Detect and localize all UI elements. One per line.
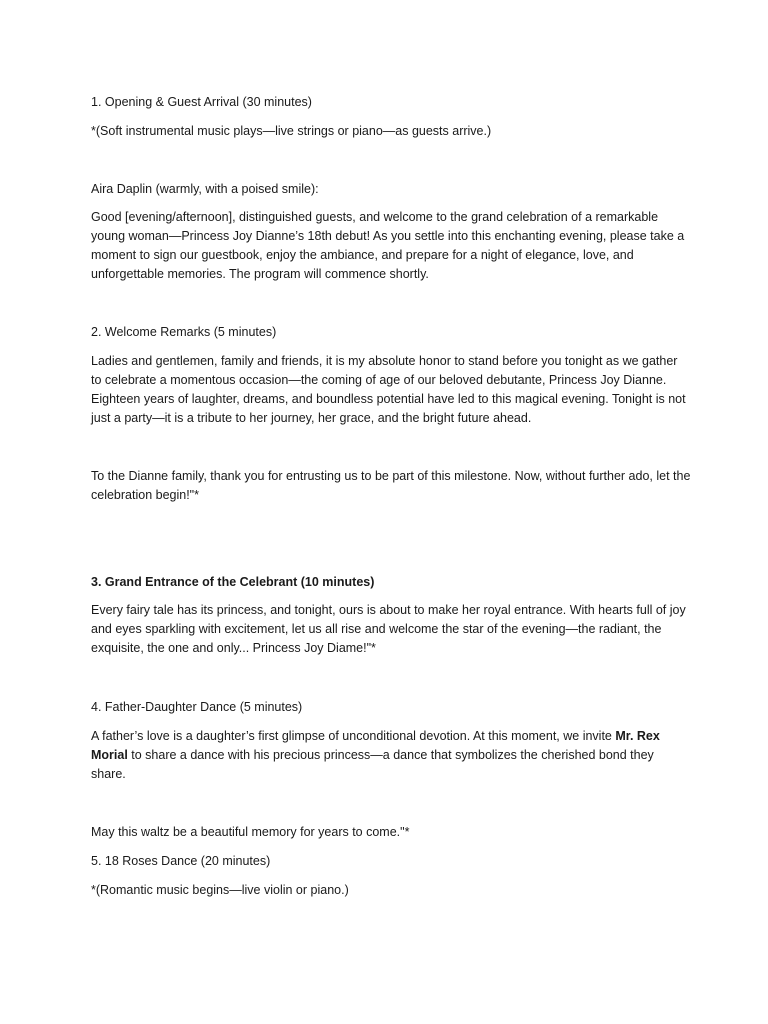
section-5-music-note: *(Romantic music begins—live violin or piano.) (91, 883, 349, 897)
section-3-heading (91, 573, 691, 592)
section-1-music-note: *(Soft instrumental music plays—live strings or piano—as guests arrive.) (91, 124, 492, 138)
section-1-speech: Good [evening/afternoon], distinguished guests, and welcome to the grand celebration of a remarkable young woman—Princess Joy Dianne’s 18th debut! As you settle into this enchanting evening, please take a moment to sign our guestbook, enjoy the ambiance, and prepare for a night of elegance, love, and unforgettable memories. The program will commence shortly. (91, 210, 685, 281)
father-name: Mr. Rex Morial (91, 729, 660, 762)
section-1-speaker: Aira Daplin (warmly, with a poised smile): (91, 182, 319, 196)
section-5-heading: 5. 18 Roses Dance (20 minutes) (91, 854, 271, 868)
section-4-speech-part-a: A father’s love is a daughter’s first glimpse of unconditional devotion. At this moment, we invite (91, 729, 616, 743)
section-4-speech-part-b: to share a dance with his precious princess—a dance that symbolizes the cherished bond they share. (91, 748, 654, 781)
section-1-heading: 1. Opening & Guest Arrival (30 minutes) (91, 95, 312, 109)
section-3-heading-text: 3. Grand Entrance of the Celebrant (10 minutes) (91, 575, 375, 589)
section-4-speech (91, 727, 691, 784)
section-4-closing: May this waltz be a beautiful memory for years to come."* (91, 825, 410, 839)
section-2-thanks: To the Dianne family, thank you for entrusting us to be part of this milestone. Now, without further ado, let the celebration begin!"* (91, 469, 691, 502)
section-2-heading: 2. Welcome Remarks (5 minutes) (91, 325, 277, 339)
section-3-speech: Every fairy tale has its princess, and tonight, ours is about to make her royal entrance. With hearts full of joy and eyes sparkling with excitement, let us all rise and welcome the star of the evening—the radiant, the exquisite, the one and only... Princess Joy Diame!"* (91, 603, 686, 655)
section-4-heading: 4. Father-Daughter Dance (5 minutes) (91, 700, 303, 714)
section-2-speech: Ladies and gentlemen, family and friends, it is my absolute honor to stand before you tonight as we gather to celebrate a momentous occasion—the coming of age of our beloved debutante, Princess Joy Dianne. Eighteen years of laughter, dreams, and boundless potential have led to this magical evening. Tonight is not just a party—it is a tribute to her journey, her grace, and the bright future ahead. (91, 354, 686, 425)
